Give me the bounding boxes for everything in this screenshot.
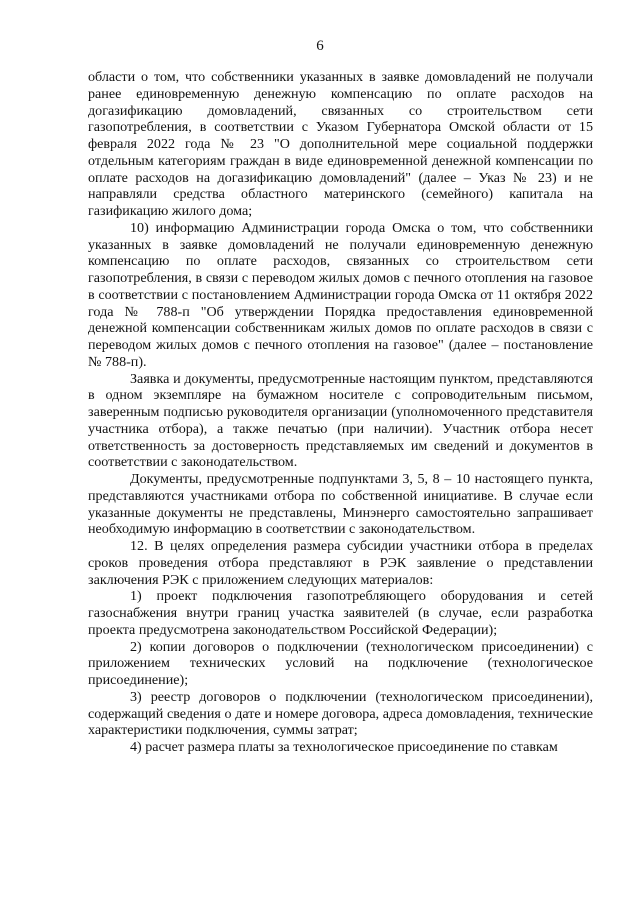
page-number: 6	[316, 38, 324, 54]
paragraph-item-10: 10) информацию Администрации города Омска о том, что собственники указанных в заявке домовладений не получали единовременную денежную компенсацию по оплате расходов, связанных со строительством сети газопотребления, в связи с переводом жилых домов с печного отопления на газовое в соответствии с постановлением Администрации города Омска от 11 октября 2022 года № 788-п "Об утверждении Порядка предоставления единовременной денежной компенсации собственникам жилых домов по оплате расходов в связи с переводом жилых домов с печного отопления на газовое" (далее – постановление № 788-п).	[88, 219, 593, 370]
list-item-4: 4) расчет размера платы за технологическое присоединение по ставкам	[130, 739, 558, 755]
list-item-1: 1) проект подключения газопотребляющего оборудования и сетей газоснабжения внутри границ участка заявителей (в случае, если разработка проекта предусмотрена законодательством Российской Федерации);	[88, 588, 593, 638]
list-item-2: 2) копии договоров о подключении (технологическом присоединении) с приложением технических условий на подключение (технологическое присоединение);	[88, 638, 593, 688]
list-item-3: 3) реестр договоров о подключении (технологическом присоединении), содержащий сведения о дате и номере договора, адреса домовладения, технические характеристики подключения, суммы затрат;	[88, 688, 593, 739]
body-text	[88, 69, 593, 756]
paragraph-submission-requirements: Заявка и документы, предусмотренные настоящим пунктом, представляются в одном экземпляре на бумажном носителе с сопроводительным письмом, заверенным подписью руководителя организации (уполномоченного представителя участника отбора), а также печатью (при наличии). Участник отбора несет ответственность за достоверность представляемых им сведений и документов в соответствии с законодательством.	[88, 370, 593, 471]
paragraph-clause-12: 12. В целях определения размера субсидии участники отбора в пределах сроков проведения отбора представляют в РЭК заявление о представлении заключения РЭК с приложением следующих материалов:	[88, 538, 593, 588]
paragraph-continuation: области о том, что собственники указанных в заявке домовладений не получали ранее единовременную денежную компенсацию по оплате расходов на догазификацию домовладений, связанных со строительством сети газопотребления, в соответствии с Указом Губернатора Омской области от 15 февраля 2022 года № 23 "О дополнительной мере социальной поддержки отдельным категориям граждан в виде единовременной денежной компенсации по оплате расходов на догазификацию домовладений" (далее – Указ № 23) и не направляли средства областного материнского (семейного) капитала на газификацию жилого дома;	[88, 69, 593, 219]
paragraph-optional-documents: Документы, предусмотренные подпунктами 3, 5, 8 – 10 настоящего пункта, представляются участниками отбора по собственной инициативе. В случае если указанные документы не представлены, Минэнерго самостоятельно запрашивает необходимую информацию в соответствии с законодательством.	[88, 471, 593, 538]
